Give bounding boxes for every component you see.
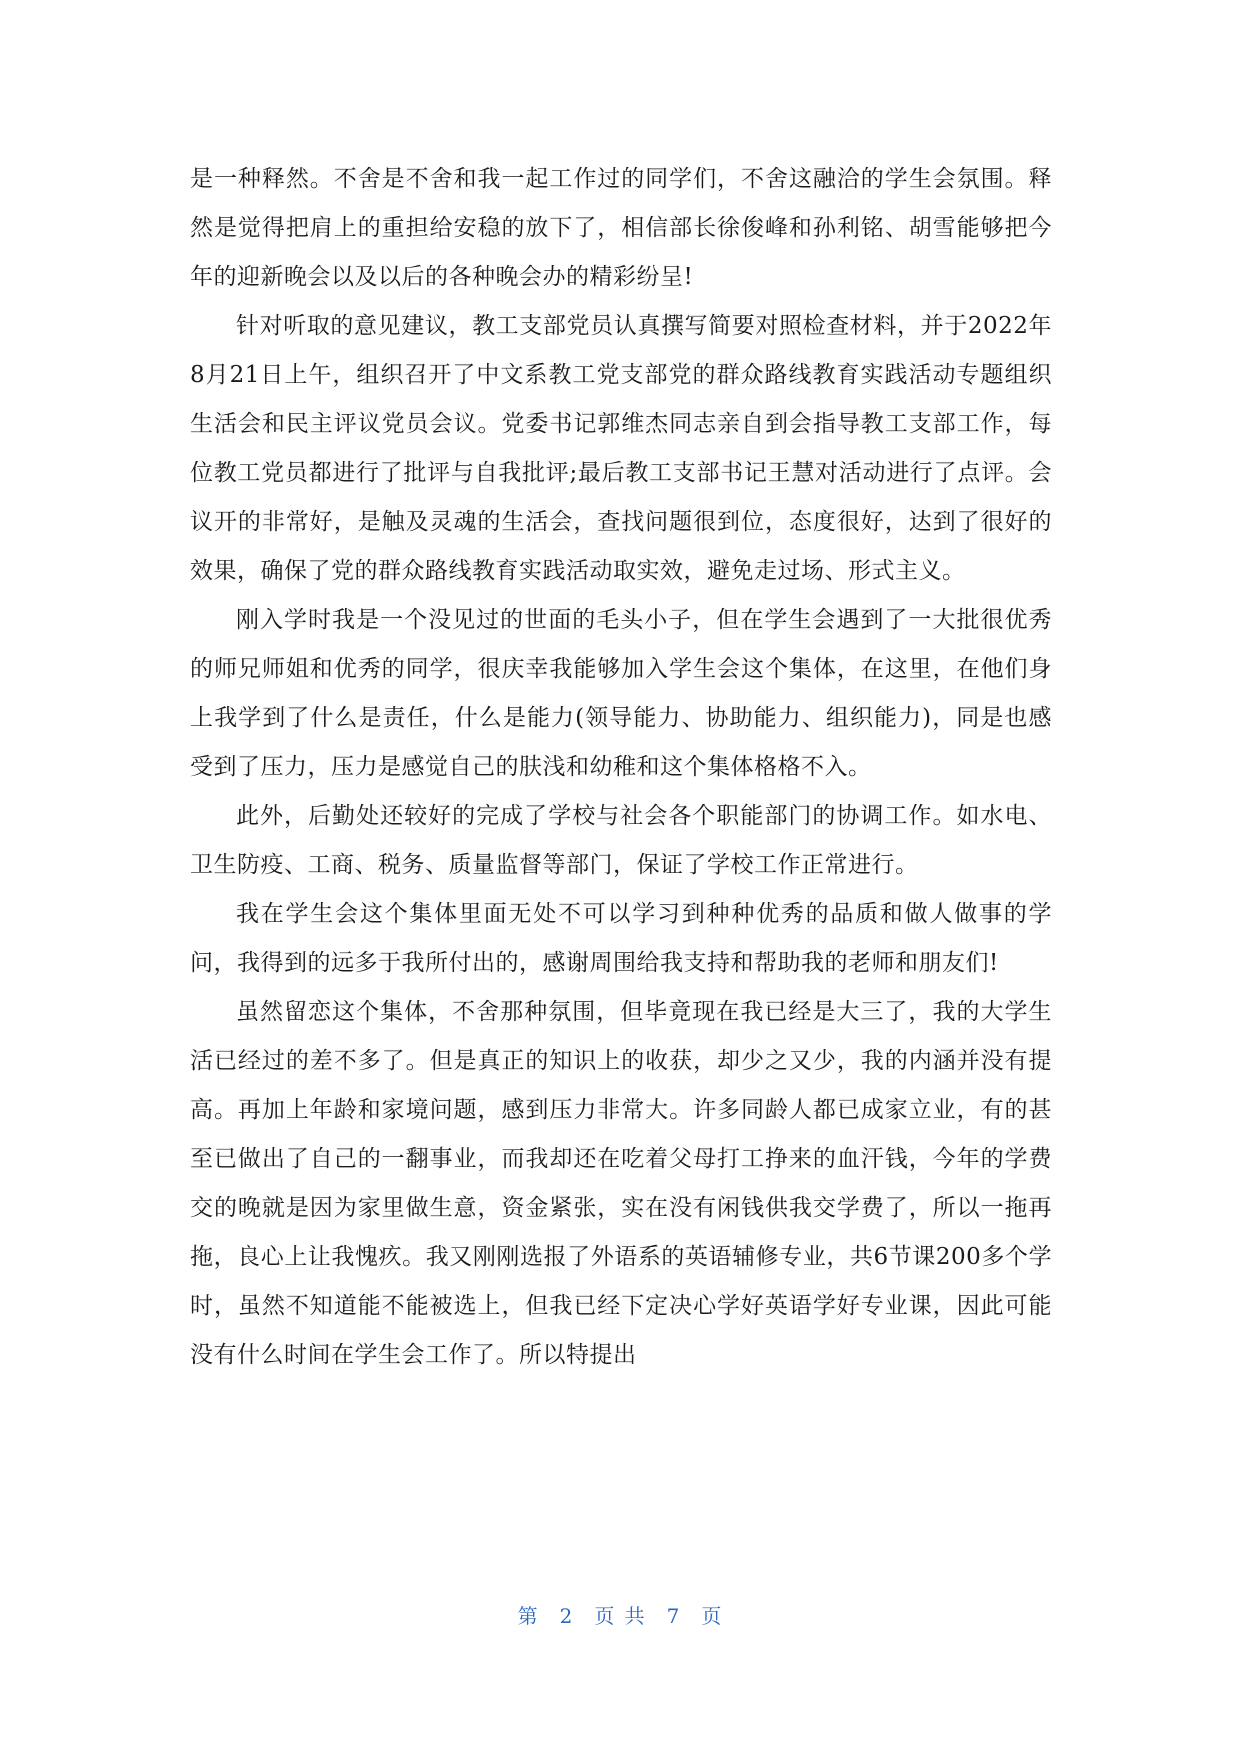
- footer-middle: 页 共: [594, 1604, 647, 1628]
- paragraph-party-meeting: 针对听取的意见建议，教工支部党员认真撰写简要对照检查材料，并于2022年8月21日上午，组织召开了中文系教工党支部党的群众路线教育实践活动专题组织生活会和民主评议党员会议。党委书记郭维杰同志亲自到会指导教工支部工作，每位教工党员都进行了批评与自我批评;最后教工支部书记王慧对活动进行了点评。会议开的非常好，是触及灵魂的生活会，查找问题很到位，态度很好，达到了很好的效果，确保了党的群众路线教育实践活动取实效，避免走过场、形式主义。: [190, 313, 1052, 584]
- page-body: [190, 155, 1052, 1380]
- paragraph-gratitude: 我在学生会这个集体里面无处不可以学习到种种优秀的品质和做人做事的学问，我得到的远多于我所付出的，感谢周围给我支持和帮助我的老师和朋友们!: [190, 901, 1052, 976]
- paragraph-logistics: 此外，后勤处还较好的完成了学校与社会各个职能部门的协调工作。如水电、卫生防疫、工商、税务、质量监督等部门，保证了学校工作正常进行。: [190, 803, 1052, 878]
- footer-prefix: 第: [517, 1604, 540, 1628]
- paragraph-continuation: 是一种释然。不舍是不舍和我一起工作过的同学们，不舍这融洽的学生会氛围。释然是觉得把肩上的重担给安稳的放下了，相信部长徐俊峰和孙利铭、胡雪能够把今年的迎新晚会以及以后的各种晚会办的精彩纷呈!: [190, 166, 1052, 290]
- footer-current-page: 2: [559, 1604, 575, 1628]
- paragraph-joining-student-union: 刚入学时我是一个没见过的世面的毛头小子，但在学生会遇到了一大批很优秀的师兄师姐和优秀的同学，很庆幸我能够加入学生会这个集体，在这里，在他们身上我学到了什么是责任，什么是能力(领导能力、协助能力、组织能力)，同是也感受到了压力，压力是感觉自己的肤浅和幼稚和这个集体格格不入。: [190, 607, 1052, 780]
- footer-suffix: 页: [701, 1604, 724, 1628]
- page-footer: [0, 1600, 1241, 1629]
- footer-total-pages: 7: [666, 1604, 682, 1628]
- paragraph-resignation-reason: 虽然留恋这个集体，不舍那种氛围，但毕竟现在我已经是大三了，我的大学生活已经过的差不多了。但是真正的知识上的收获，却少之又少，我的内涵并没有提高。再加上年龄和家境问题，感到压力非常大。许多同龄人都已成家立业，有的甚至已做出了自己的一翻事业，而我却还在吃着父母打工挣来的血汗钱，今年的学费交的晚就是因为家里做生意，资金紧张，实在没有闲钱供我交学费了，所以一拖再拖，良心上让我愧疚。我又刚刚选报了外语系的英语辅修专业，共6节课200多个学时，虽然不知道能不能被选上，但我已经下定决心学好英语学好专业课，因此可能没有什么时间在学生会工作了。所以特提出: [190, 999, 1052, 1368]
